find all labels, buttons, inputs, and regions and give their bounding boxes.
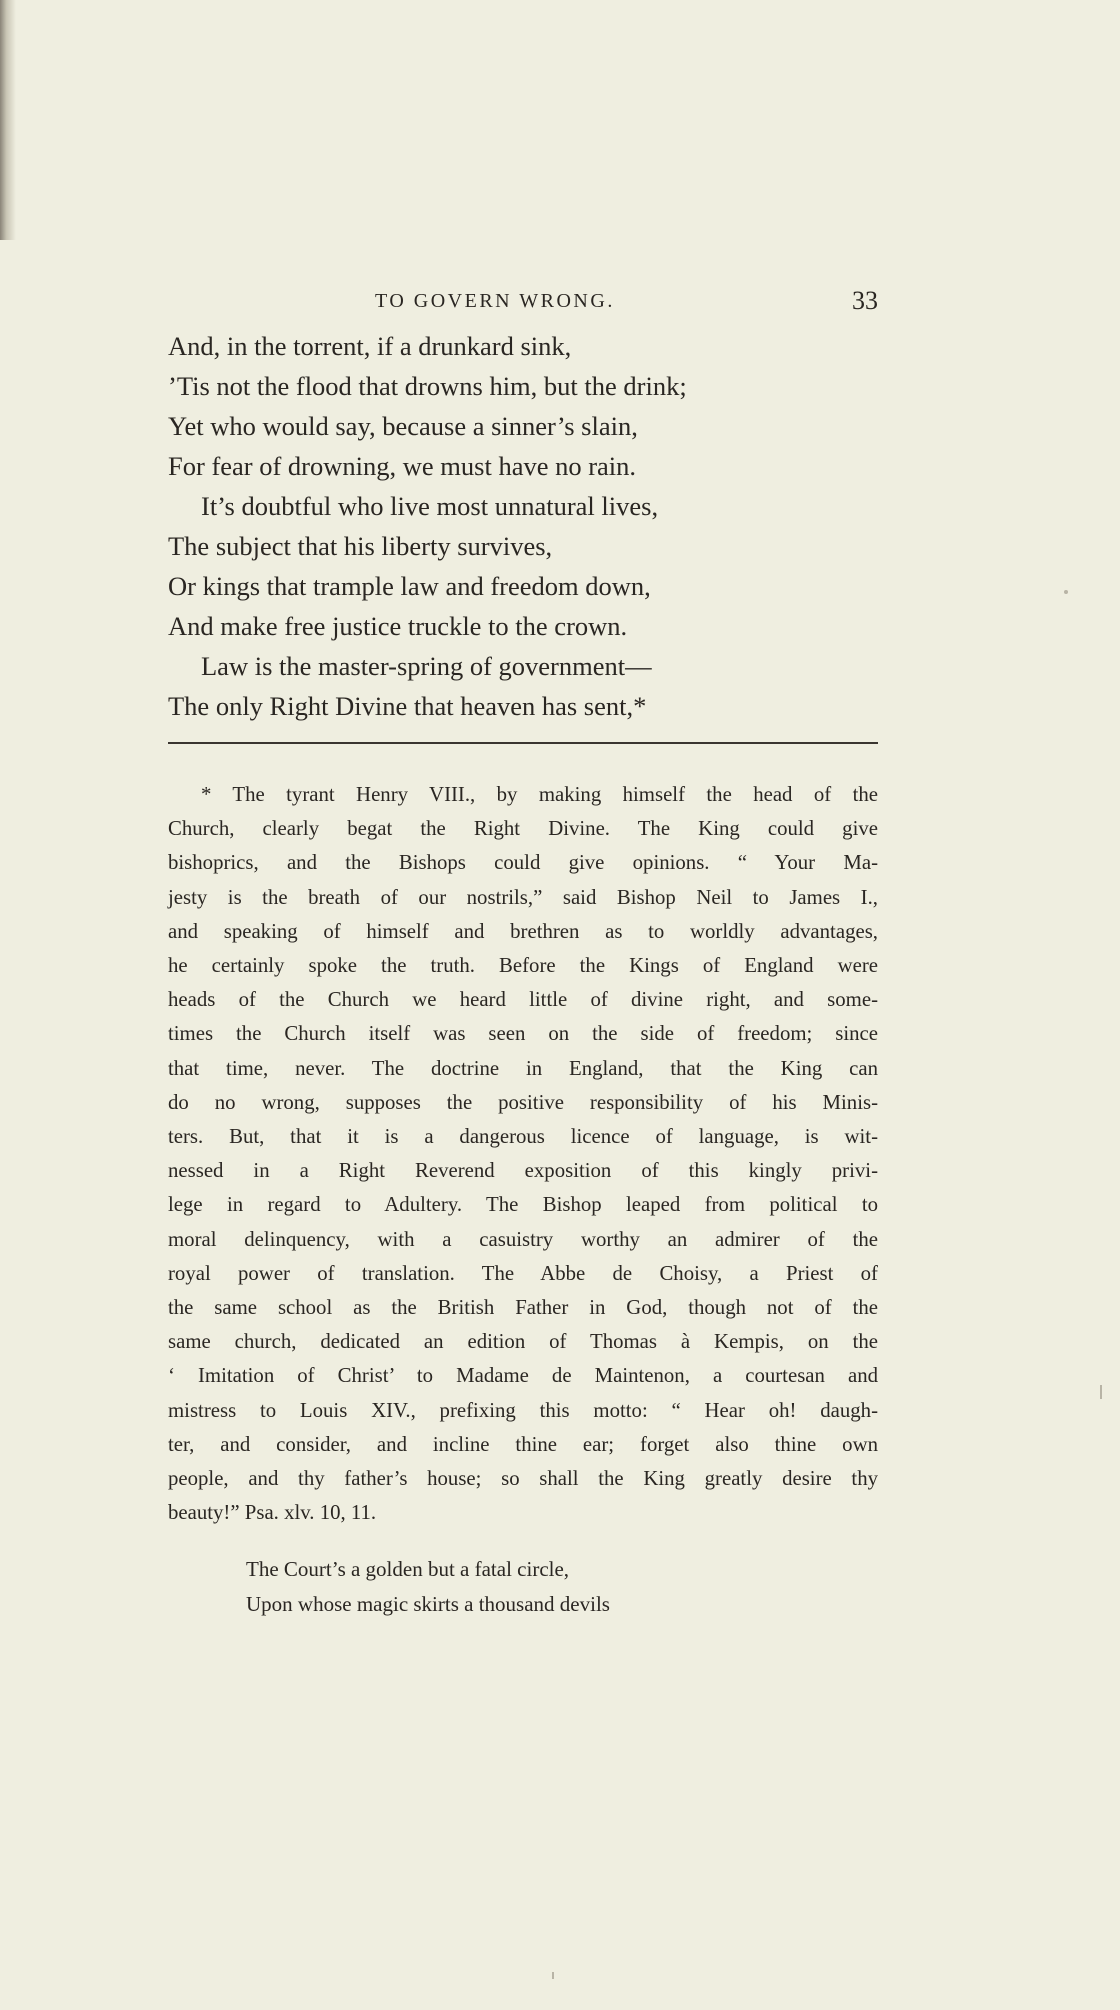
verse-line: It’s doubtful who live most unnatural lives, — [201, 491, 659, 521]
verse-line: The only Right Divine that heaven has sent,* — [168, 691, 647, 721]
page-header — [168, 280, 878, 326]
quote-line: Upon whose magic skirts a thousand devils — [246, 1592, 610, 1617]
footnote-line: mistress to Louis XIV., prefixing this motto: “ Hear oh! daugh- — [168, 1398, 878, 1422]
verse-line: And, in the torrent, if a drunkard sink, — [168, 331, 572, 361]
paper-speck — [1100, 1385, 1102, 1399]
book-page — [168, 280, 878, 1622]
verse-block — [168, 326, 878, 726]
footnote-line: times the Church itself was seen on the side of freedom; since — [168, 1022, 878, 1046]
footnote-line: ters. But, that it is a dangerous licence of language, is wit- — [168, 1125, 878, 1149]
footnote-rule — [168, 742, 878, 744]
footnote-line: beauty!” Psa. xlv. 10, 11. — [168, 1501, 377, 1525]
footnote-line: heads of the Church we heard little of divine right, and some- — [168, 988, 878, 1012]
footnote-line: moral delinquency, with a casuistry worthy an admirer of the — [168, 1227, 878, 1251]
footnote-line: the same school as the British Father in God, though not of the — [168, 1296, 878, 1320]
footnote-line: bishoprics, and the Bishops could give opinions. “ Your Ma- — [168, 851, 878, 875]
footnote-line: that time, never. The doctrine in England, that the King can — [168, 1056, 878, 1080]
footnote-line: he certainly spoke the truth. Before the Kings of England were — [168, 954, 878, 978]
running-head: TO GOVERN WRONG. — [375, 290, 615, 312]
footnote-line: do no wrong, supposes the positive responsibility of his Minis- — [168, 1090, 878, 1114]
verse-line: ’Tis not the flood that drowns him, but the drink; — [168, 371, 687, 401]
verse-line: Yet who would say, because a sinner’s slain, — [168, 411, 638, 441]
footnote-line: people, and thy father’s house; so shall the King greatly desire thy — [168, 1467, 878, 1491]
footnote-line: same church, dedicated an edition of Thomas à Kempis, on the — [168, 1330, 878, 1354]
verse-line: The subject that his liberty survives, — [168, 531, 553, 561]
verse-line: Law is the master-spring of government— — [201, 651, 652, 681]
footnote-line: ter, and consider, and incline thine ear; forget also thine own — [168, 1432, 878, 1456]
quote-line: The Court’s a golden but a fatal circle, — [246, 1557, 570, 1582]
footnote — [168, 778, 878, 1530]
verse-line: And make free justice truckle to the crown. — [168, 611, 628, 641]
footnote-line: royal power of translation. The Abbe de Choisy, a Priest of — [168, 1261, 878, 1285]
footnote-line: ‘ Imitation of Christ’ to Madame de Maintenon, a courtesan and — [168, 1364, 878, 1388]
footnote-line: and speaking of himself and brethren as to worldly advantages, — [168, 919, 878, 943]
footnote-line: Church, clearly begat the Right Divine. The King could give — [168, 817, 878, 841]
page-edge-shadow — [0, 0, 16, 240]
paper-speck — [1064, 590, 1068, 594]
page-number: 33 — [852, 286, 878, 315]
verse-line: For fear of drowning, we must have no rain. — [168, 451, 637, 481]
footnote-line: * The tyrant Henry VIII., by making himself the head of the — [201, 783, 878, 806]
closing-quote — [168, 1552, 878, 1622]
footnote-line: nessed in a Right Reverend exposition of this kingly privi- — [168, 1159, 878, 1183]
verse-line: Or kings that trample law and freedom down, — [168, 571, 651, 601]
footnote-line: lege in regard to Adultery. The Bishop leaped from political to — [168, 1193, 878, 1217]
footnote-line: jesty is the breath of our nostrils,” said Bishop Neil to James I., — [168, 885, 878, 909]
paper-speck — [552, 1972, 554, 1979]
